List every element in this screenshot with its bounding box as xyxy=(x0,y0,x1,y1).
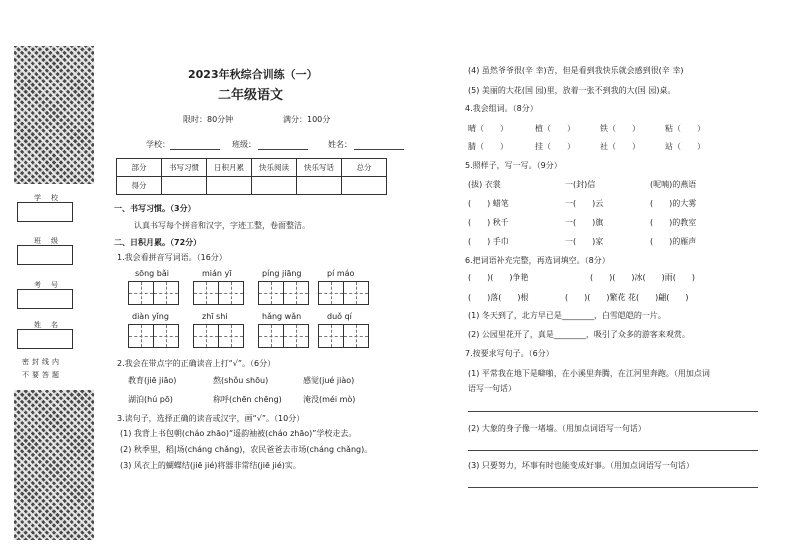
word-blank[interactable]: 站（ ） xyxy=(665,142,705,151)
sidebar-label-number: 考号 xyxy=(34,281,68,289)
sidebar-label-name: 姓名 xyxy=(34,321,68,329)
word-blank[interactable]: 社（ ） xyxy=(600,142,640,151)
writing-box[interactable] xyxy=(318,281,344,305)
writing-box[interactable] xyxy=(343,324,369,348)
answer-line[interactable] xyxy=(468,487,758,488)
score-cell[interactable] xyxy=(162,177,207,195)
q5-item[interactable]: ( )的教室 xyxy=(650,218,697,227)
word-blank[interactable]: 腈（ ） xyxy=(468,142,508,151)
score-cell[interactable] xyxy=(342,177,387,195)
question-1: 1.我会看拼音写词语。（16分） xyxy=(117,253,227,262)
q5-item[interactable]: ( ) 手巾 xyxy=(468,237,509,246)
reading-choice[interactable]: 教育(jiē jiāo) xyxy=(128,376,177,385)
q5-item[interactable]: ( ) 蜡笔 xyxy=(468,199,509,208)
q7-prompt-3: (3) 只要努力，坏事有时也能变成好事。（用加点词语写一句话） xyxy=(468,461,694,470)
q3-sentence-3[interactable]: (3) 风衣上的蝴蝶结(jiē jié)将器非常结(jiē jié)实。 xyxy=(120,461,301,470)
word-blank[interactable]: 植（ ） xyxy=(535,124,575,133)
exam-subtitle: 二年级语文 xyxy=(218,88,284,103)
score-cell[interactable] xyxy=(297,177,342,195)
writing-box[interactable] xyxy=(218,281,244,305)
writing-box[interactable] xyxy=(193,324,219,348)
question-2: 2.我会在带点字的正确读音上打“√”。（6分） xyxy=(117,359,276,368)
full-score: 满分：100分 xyxy=(283,115,331,124)
reading-choice[interactable]: 淹没(méi mò) xyxy=(303,395,356,404)
binding-pattern-top xyxy=(14,46,94,184)
idiom-blank[interactable]: ( )落( )根 xyxy=(468,293,529,302)
writing-box[interactable] xyxy=(258,281,284,305)
writing-box[interactable] xyxy=(128,324,154,348)
q5-item[interactable]: 一( )云 xyxy=(565,199,604,208)
q6-sentence-2[interactable]: (2) 公园里花开了，真是________，吸引了众多的游客来观赏。 xyxy=(468,330,690,339)
reading-choice[interactable]: 湖泊(hú pō) xyxy=(128,395,173,404)
writing-box[interactable] xyxy=(193,281,219,305)
idiom-blank[interactable]: ( )( )冰( )雨( ) xyxy=(590,273,695,282)
sidebar-label-school: 学校 xyxy=(34,194,68,202)
section-2-title: 二、日积月累。（72分） xyxy=(114,238,202,247)
q5-item[interactable]: ( )的大雾 xyxy=(650,199,697,208)
score-header: 总分 xyxy=(342,159,387,177)
sidebar-label-class: 班级 xyxy=(34,237,68,245)
q3-sentence-2[interactable]: (2) 秋季里，稻|场(cháng chǎng)，农民爸爸去市场(cháng chǎng)。 xyxy=(120,445,373,454)
word-blank[interactable]: 铁（ ） xyxy=(600,124,640,133)
question-4: 4.我会组词。（8分） xyxy=(465,104,538,113)
score-cell[interactable] xyxy=(207,177,252,195)
q5-item[interactable]: 一( )旗 xyxy=(565,218,604,227)
school-label: 学校： xyxy=(146,140,170,149)
seal-notice-2: 不要答题 xyxy=(22,371,62,379)
q3-sentence-1[interactable]: (1) 我背上书包朝(cháo zhāo)“遥韵袖被(cháo zhāo)”学校走去。 xyxy=(120,429,357,438)
class-label: 班级： xyxy=(232,140,256,149)
score-row-label: 得分 xyxy=(117,177,162,195)
writing-box[interactable] xyxy=(343,281,369,305)
pinyin-label: duǒ qí xyxy=(327,312,352,321)
binding-pattern-bottom xyxy=(14,390,94,540)
name-field[interactable] xyxy=(17,329,73,349)
q7-prompt-2: (2) 大象的身子像一堵墙。（用加点词语写一句话） xyxy=(468,424,646,433)
pinyin-label: pí máo xyxy=(327,269,355,278)
score-table xyxy=(116,158,387,195)
idiom-blank[interactable]: ( )( )争艳 xyxy=(468,273,529,282)
writing-box[interactable] xyxy=(283,324,309,348)
score-header: 日积月累 xyxy=(207,159,252,177)
writing-box[interactable] xyxy=(318,324,344,348)
r-sentence-5[interactable]: (5) 美丽的大花(国 园)里，放着一张不到我的大(国 园)桌。 xyxy=(468,86,676,95)
pinyin-label: píng jiāng xyxy=(262,269,302,278)
section-1-text: 认真书写每个拼音和汉字，字迹工整，卷面整洁。 xyxy=(134,221,310,230)
pinyin-label: zhī shi xyxy=(202,312,228,321)
name-label: 姓名： xyxy=(328,140,352,149)
pinyin-label: mián yī xyxy=(202,269,232,278)
pinyin-label: hǎng wǎn xyxy=(262,312,302,321)
word-blank[interactable]: 晴（ ） xyxy=(468,124,508,133)
r-sentence-4[interactable]: (4) 虽然爷爷很(辛 幸)苦，但是看到我快乐就会感到很(辛 幸) xyxy=(468,66,684,75)
word-blank[interactable]: 挂（ ） xyxy=(535,142,575,151)
q5-item[interactable]: (拔) 衣裳 xyxy=(468,180,501,189)
writing-box[interactable] xyxy=(283,281,309,305)
school-field[interactable] xyxy=(17,202,73,222)
word-blank[interactable]: 粘（ ） xyxy=(665,124,705,133)
pinyin-label: diàn yǐng xyxy=(132,312,169,321)
q5-item[interactable]: 一(封)信 xyxy=(565,180,596,189)
q5-item[interactable]: ( )的雁声 xyxy=(650,237,697,246)
number-field[interactable] xyxy=(17,289,73,309)
q5-item[interactable]: (呢喃)的燕语 xyxy=(650,180,697,189)
score-header: 快乐阅读 xyxy=(252,159,297,177)
answer-line[interactable] xyxy=(468,411,758,412)
question-7: 7.按要求写句子。（6分） xyxy=(465,349,554,358)
writing-box[interactable] xyxy=(258,324,284,348)
seal-notice-1: 密封线内 xyxy=(22,358,62,366)
question-3: 3.读句子，选择正确的读音或汉字，画“√”。（10分） xyxy=(117,414,305,423)
score-header: 快乐写话 xyxy=(297,159,342,177)
pinyin-label: sōng bǎi xyxy=(135,269,169,278)
section-1-title: 一、书写习惯。（3分） xyxy=(114,204,196,213)
reading-choice[interactable]: 熬(shǒu shōu) xyxy=(213,376,269,385)
score-header: 部分 xyxy=(117,159,162,177)
reading-choice[interactable]: 感觉(jué jiào) xyxy=(303,376,355,385)
q7-prompt-1b: 语写一句话） xyxy=(468,384,516,393)
reading-choice[interactable]: 称呼(chēn chēng) xyxy=(213,395,282,404)
question-5: 5.照样子，写一写。（9分） xyxy=(465,161,562,170)
q5-item[interactable]: ( ) 秋千 xyxy=(468,218,509,227)
score-header: 书写习惯 xyxy=(162,159,207,177)
class-field[interactable] xyxy=(17,245,73,265)
writing-box[interactable] xyxy=(218,324,244,348)
q6-sentence-1[interactable]: (1) 冬天到了，北方早已是________，白雪皑皑的一片。 xyxy=(468,311,666,320)
q7-prompt-1: (1) 平常我在地下是噼啪，在小溪里奔腾，在江河里奔跑。（用加点词 xyxy=(468,369,710,378)
answer-line[interactable] xyxy=(468,450,758,451)
exam-title: 2023年秋综合训练（一） xyxy=(188,68,318,81)
time-limit: 限时：80分钟 xyxy=(183,115,234,124)
writing-box[interactable] xyxy=(153,324,179,348)
idiom-blank[interactable]: ( )( )繁花 花( )翩( ) xyxy=(565,293,689,302)
writing-box[interactable] xyxy=(128,281,154,305)
question-6: 6.把词语补充完整，再选词填空。（8分） xyxy=(465,256,610,265)
writing-box[interactable] xyxy=(153,281,179,305)
q5-item[interactable]: 一( )家 xyxy=(565,237,604,246)
score-cell[interactable] xyxy=(252,177,297,195)
